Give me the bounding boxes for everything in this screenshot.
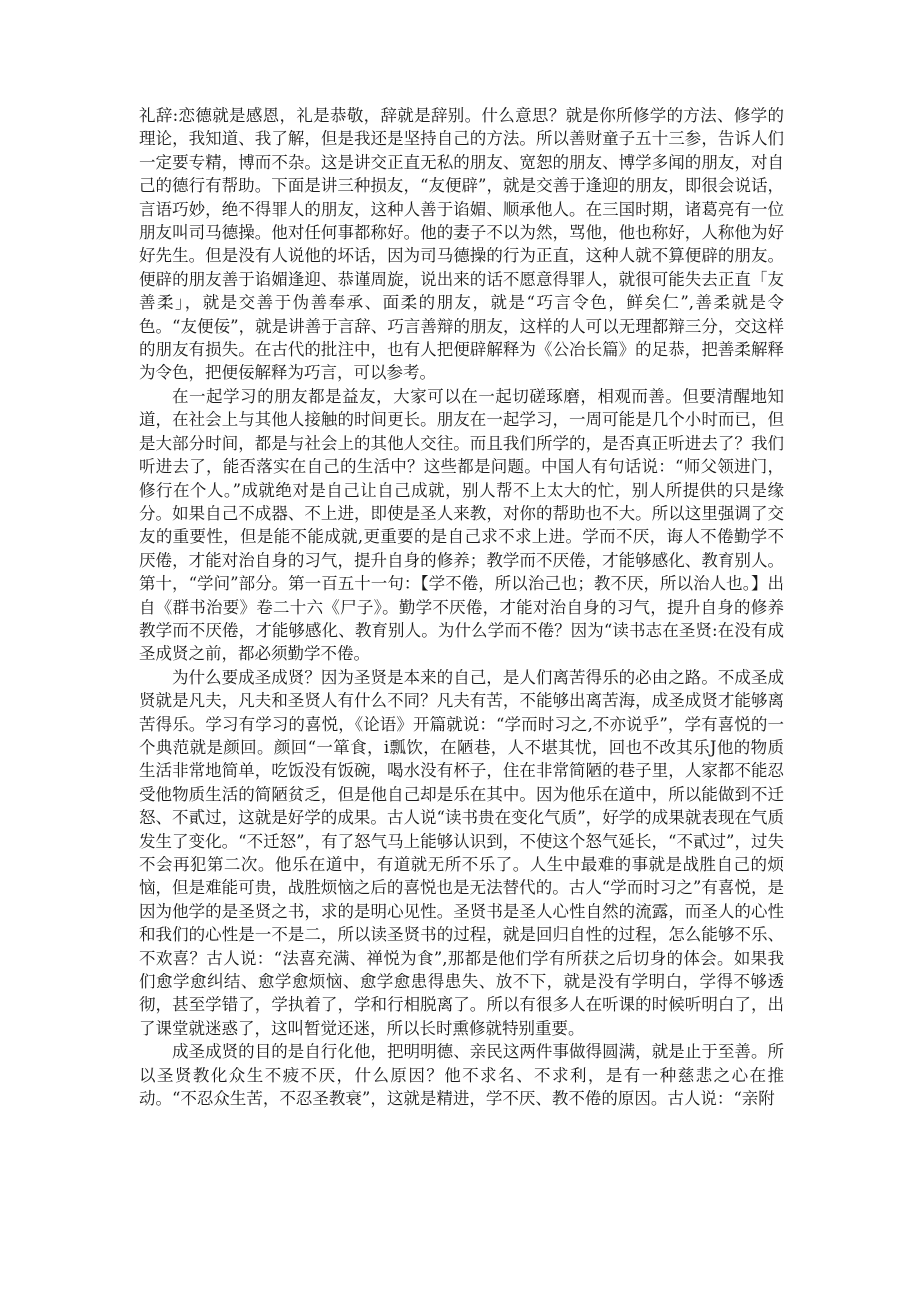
paragraph-3: 为什么要成圣成贤？因为圣贤是本来的自己，是人们离苦得乐的必由之路。不成圣成贤就是凡夫，凡夫和圣贤人有什么不同？凡夫有苦，不能够出离苦海，成圣成贤才能够离苦得乐。学习有学习的喜悦，《论语》开篇就说：“学而时习之,不亦说乎”，学有喜悦的一个典范就是颜回。颜回“一箪食，i瓢饮，在陋巷，人不堪其忧，回也不改其乐J他的物质生活非常地简单，吃饭没有饭碗，喝水没有杯子，住在非常简陋的巷子里，人家都不能忍受他物质生活的简陋贫乏，但是他自己却是乐在其中。因为他乐在道中，所以能做到不迁怒、不貳过，这就是好学的成果。古人说“读书贵在变化气质”，好学的成果就表现在气质发生了变化。“不迁怒”，有了怒气马上能够认识到，不使这个怒气延长，“不貳过”，过失不会再犯第二次。他乐在道中，有道就无所不乐了。人生中最难的事就是战胜自己的烦恼，但是难能可贵，战胜烦恼之后的喜悦也是无法替代的。古人“学而时习之”有喜悦，是因为他学的是圣贤之书，求的是明心见性。圣贤书是圣人心性自然的流露，而圣人的心性和我们的心性是一不是二，所以读圣贤书的过程，就是回归自性的过程，怎么能够不乐、不欢喜？古人说：“法喜充满、禅悦为食”,那都是他们学有所获之后切身的体会。如果我们愈学愈纠结、愈学愈烦恼、愈学愈患得患失、放不下，就是没有学明白，学得不够透彻，甚至学错了，学执着了，学和行相脱离了。所以有很多人在听课的时候听明白了，出了课堂就迷惑了，这叫暂觉还迷，所以长时熏修就特别重要。 xyxy=(139,667,784,1038)
paragraph-1: 礼辞:恋德就是感恩，礼是恭敬，辞就是辞别。什么意思？就是你所修学的方法、修学的理论，我知道、我了解，但是我还是坚持自己的方法。所以善财童子五十三参，告诉人们一定要专精，博而不杂。这是讲交正直无私的朋友、宽恕的朋友、博学多闻的朋友，对自己的德行有帮助。下面是讲三种损友，“友便辟”，就是交善于逢迎的朋友，即很会说话，言语巧妙，绝不得罪人的朋友，这种人善于谄媚、顺承他人。在三国时期，诸葛亮有一位朋友叫司马德操。他对任何事都称好。他的妻子不以为然，骂他，他也称好，人称他为好好先生。但是没有人说他的坏话，因为司马德操的行为正直，这种人就不算便辟的朋友。便辟的朋友善于谄媚逢迎、恭谨周旋，说出来的话不愿意得罪人，就很可能失去正直「友善柔」，就是交善于伪善奉承、面柔的朋友，就是“巧言令色，鲜矣仁”,善柔就是令色。“友便佞”，就是讲善于言辞、巧言善辩的朋友，这样的人可以无理都辩三分，交这样的朋友有损失。在古代的批注中，也有人把便辟解释为《公冶长篇》的足恭，把善柔解释为令色，把便佞解释为巧言，可以参考。 xyxy=(139,106,784,383)
document-body xyxy=(139,104,784,1110)
paragraph-4: 成圣成贤的目的是自行化他，把明明德、亲民这两件事做得圆满，就是止于至善。所以圣贤教化众生不疲不厌，什么原因？他不求名、不求利，是有一种慈悲之心在推动。“不忍众生苦，不忍圣教衰”，这就是精进，学不厌、教不倦的原因。古人说：“亲附 xyxy=(139,1042,784,1109)
paragraph-2: 在一起学习的朋友都是益友，大家可以在一起切磋琢磨，相观而善。但要清醒地知道，在社会上与其他人接触的时间更长。朋友在一起学习，一周可能是几个小时而已，但是大部分时间，都是与社会上的其他人交往。而且我们所学的，是否真正听进去了？我们听进去了，能否落实在自己的生活中？这些都是问题。中国人有句话说：“师父领进门，修行在个人。”成就绝对是自己让自己成就，别人帮不上太大的忙，别人所提供的只是缘分。如果自己不成器、不上进，即使是圣人来教，对你的帮助也不大。所以这里强调了交友的重要性，但是能不能成就,更重要的是自己求不求上进。学而不厌，诲人不倦勤学不厌倦，才能对治自身的习气，提升自身的修养；教学而不厌倦，才能够感化、教育别人。第十，“学问”部分。第一百五十一句：【学不倦，所以治己也；教不厌，所以治人也。】出自《群书治要》卷二十六《尸子》。勤学不厌倦，才能对治自身的习气，提升自身的修养教学而不厌倦，才能够感化、教育别人。为什么学而不倦？因为“读书志在圣贤:在没有成圣成贤之前，都必须勤学不倦。 xyxy=(139,386,784,664)
